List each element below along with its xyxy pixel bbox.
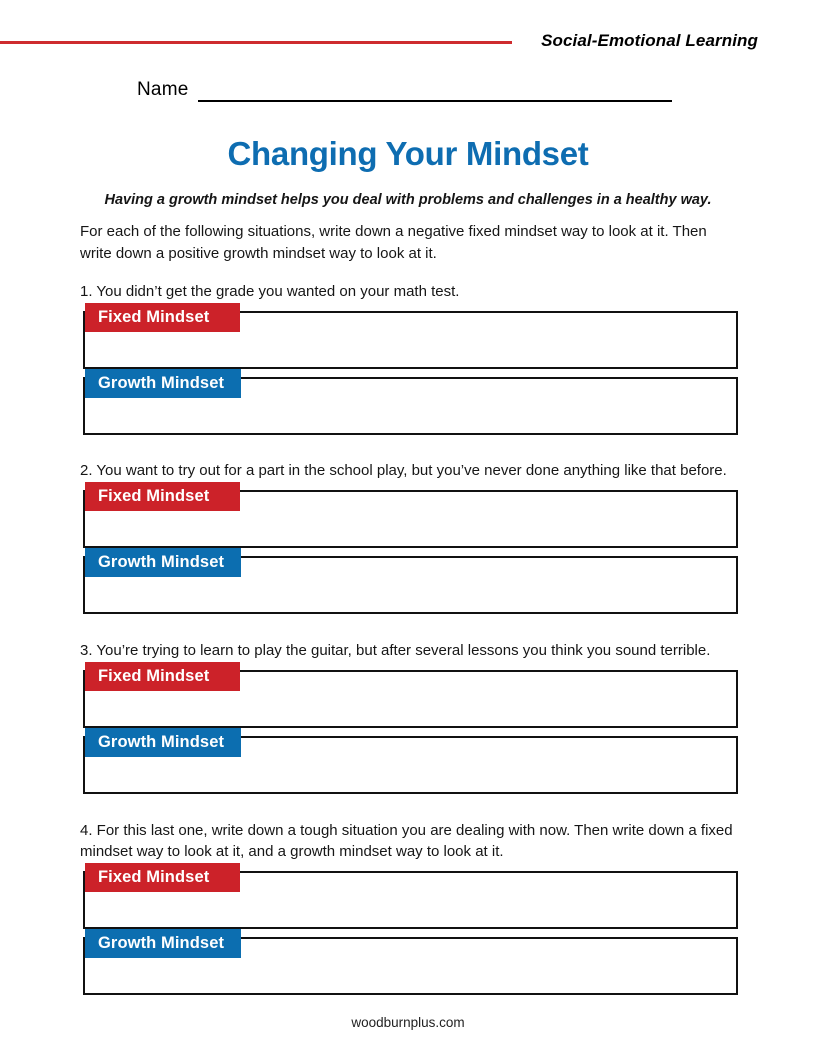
growth-mindset-tag: Growth Mindset (85, 548, 241, 577)
fixed-mindset-answer-box-4[interactable] (83, 868, 738, 929)
fixed-mindset-tag: Fixed Mindset (85, 662, 240, 691)
fixed-mindset-answer-box-3[interactable] (83, 667, 738, 728)
header-rule-line (0, 41, 512, 44)
fixed-mindset-tag: Fixed Mindset (85, 863, 240, 892)
question-text-1: 1. You didn’t get the grade you wanted on your math test. (80, 283, 460, 300)
header-category-label: Social-Emotional Learning (541, 31, 758, 50)
name-input-line[interactable] (198, 100, 672, 102)
growth-mindset-tag: Growth Mindset (85, 728, 241, 757)
page-title: Changing Your Mindset (227, 135, 589, 172)
answer-pair-4 (80, 868, 738, 995)
fixed-mindset-answer-box-2[interactable] (83, 487, 738, 548)
growth-mindset-answer-box-4[interactable] (83, 934, 738, 995)
page-header (0, 0, 816, 62)
fixed-mindset-tag: Fixed Mindset (85, 303, 240, 332)
growth-mindset-tag: Growth Mindset (85, 369, 241, 398)
growth-mindset-answer-box-1[interactable] (83, 374, 738, 435)
name-field-row (137, 79, 677, 105)
answer-pair-2 (80, 487, 738, 614)
question-text-4: 4. For this last one, write down a tough situation you are dealing with now. Then write down a fixed mindset way to look at it, and a growth mindset way to look at it. (80, 822, 733, 860)
name-label: Name (137, 79, 189, 100)
question-block-3 (80, 640, 738, 794)
question-block-1 (80, 281, 738, 435)
answer-pair-1 (80, 308, 738, 435)
question-block-2 (80, 460, 738, 614)
page-subtitle: Having a growth mindset helps you deal with problems and challenges in a healthy way. (104, 192, 712, 208)
instructions-paragraph: For each of the following situations, write down a negative fixed mindset way to look at it. Then write down a positive growth mindset way to look at it. (80, 223, 707, 262)
question-text-2: 2. You want to try out for a part in the school play, but you’ve never done anything like that before. (80, 462, 727, 479)
fixed-mindset-tag: Fixed Mindset (85, 482, 240, 511)
question-text-3: 3. You’re trying to learn to play the guitar, but after several lessons you think you sound terrible. (80, 642, 711, 659)
answer-pair-3 (80, 667, 738, 794)
fixed-mindset-answer-box-1[interactable] (83, 308, 738, 369)
growth-mindset-answer-box-2[interactable] (83, 553, 738, 614)
footer-site-url: woodburnplus.com (351, 1015, 465, 1030)
question-block-4 (80, 820, 738, 995)
growth-mindset-tag: Growth Mindset (85, 929, 241, 958)
growth-mindset-answer-box-3[interactable] (83, 733, 738, 794)
